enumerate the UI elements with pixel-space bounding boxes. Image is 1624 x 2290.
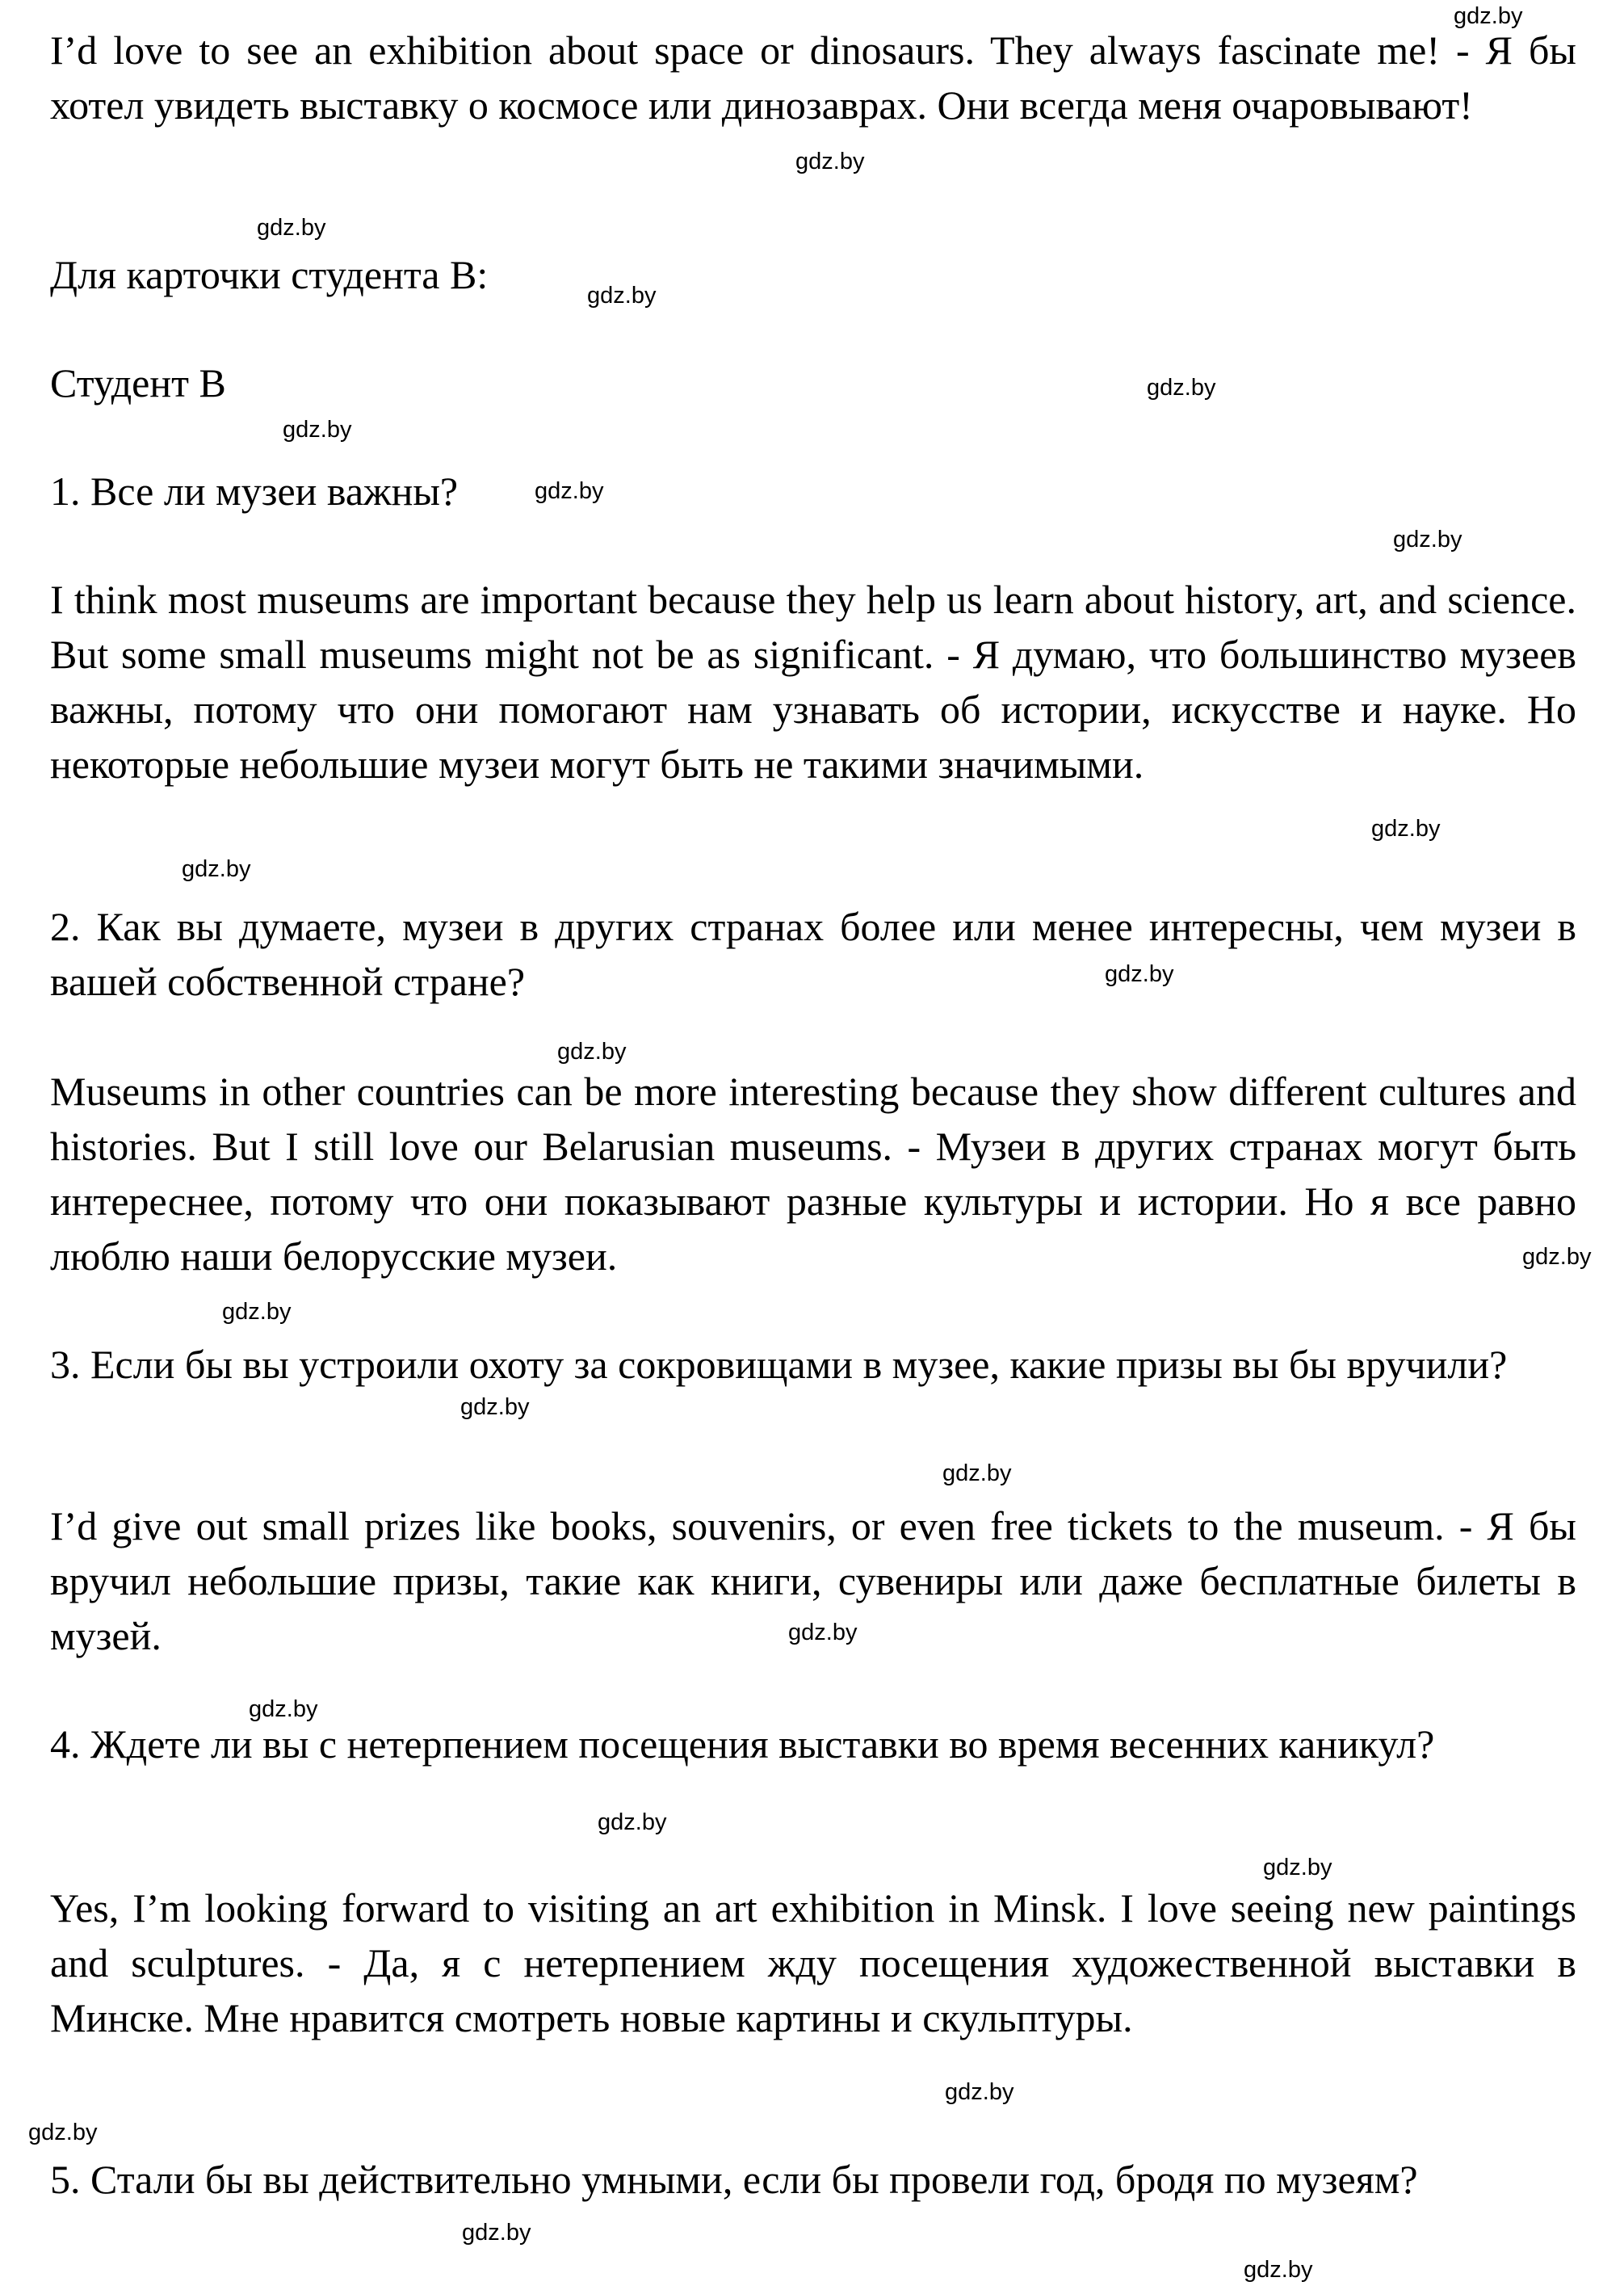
answer-4: Yes, I’m looking forward to visiting an art exhibition in Minsk. I love seeing new paintings and sculptures. - Да, я с нетерпением жду посещения художественной выставки в Минске. Мне нравится смотреть новые картины и скульптуры. — [50, 1885, 1576, 2040]
watermark: gdz.by — [795, 149, 865, 174]
question-3: 3. Если бы вы устроили охоту за сокровищами в музее, какие призы вы бы вручили? — [50, 1342, 1508, 1387]
watermark: gdz.by — [557, 1039, 627, 1065]
watermark: gdz.by — [535, 478, 604, 504]
question-2: 2. Как вы думаете, музеи в других странах более или менее интересны, чем музеи в вашей собственной стране? — [50, 904, 1576, 1004]
watermark: gdz.by — [182, 856, 251, 882]
watermark: gdz.by — [1454, 3, 1523, 29]
watermark: gdz.by — [28, 2120, 98, 2145]
answer-paragraph: I’d love to see an exhibition about space or dinosaurs. They always fascinate me! - Я бы хотел увидеть выставку о космосе или динозаврах. Они всегда меня очаровывают! — [50, 27, 1576, 128]
watermark: gdz.by — [598, 1809, 667, 1835]
watermark: gdz.by — [257, 215, 326, 241]
watermark: gdz.by — [1522, 1244, 1592, 1270]
question-5: 5. Стали бы вы действительно умными, если бы провели год, бродя по музеям? — [50, 2157, 1418, 2202]
watermark: gdz.by — [1371, 816, 1441, 842]
answer-2: Museums in other countries can be more interesting because they show different cultures and histories. But I still love our Belarusian museums. - Музеи в других странах могут быть интереснее, потому что они показывают разные культуры и истории. Но я все равно люблю наши белорусские музеи. — [50, 1069, 1576, 1279]
answer-1: I think most museums are important because they help us learn about history, art, and science. But some small museums might not be as significant. - Я думаю, что большинство музеев важны, потому что они помогают нам узнавать об истории, искусстве и науке. Но некоторые небольшие музеи могут быть не такими значимыми. — [50, 577, 1576, 787]
question-1: 1. Все ли музеи важны? — [50, 469, 459, 514]
card-heading: Для карточки студента B: — [50, 252, 489, 297]
watermark: gdz.by — [460, 1394, 530, 1420]
answer-3: I’d give out small prizes like books, souvenirs, or even free tickets to the museum. - Я бы вручил небольшие призы, такие как книги, сувениры или даже бесплатные билеты в музей. — [50, 1503, 1576, 1658]
question-4: 4. Ждете ли вы с нетерпением посещения выставки во время весенних каникул? — [50, 1721, 1435, 1767]
watermark: gdz.by — [462, 2220, 531, 2246]
watermark: gdz.by — [587, 283, 657, 309]
watermark: gdz.by — [1393, 527, 1462, 553]
watermark: gdz.by — [1147, 375, 1216, 401]
watermark: gdz.by — [1105, 961, 1174, 987]
watermark: gdz.by — [249, 1696, 318, 1722]
watermark: gdz.by — [222, 1299, 292, 1325]
watermark: gdz.by — [945, 2079, 1014, 2105]
watermark: gdz.by — [1244, 2257, 1313, 2283]
watermark: gdz.by — [1263, 1855, 1332, 1880]
watermark: gdz.by — [942, 1460, 1012, 1486]
watermark: gdz.by — [788, 1620, 858, 1645]
watermark: gdz.by — [283, 417, 352, 443]
student-label: Студент B — [50, 360, 226, 405]
